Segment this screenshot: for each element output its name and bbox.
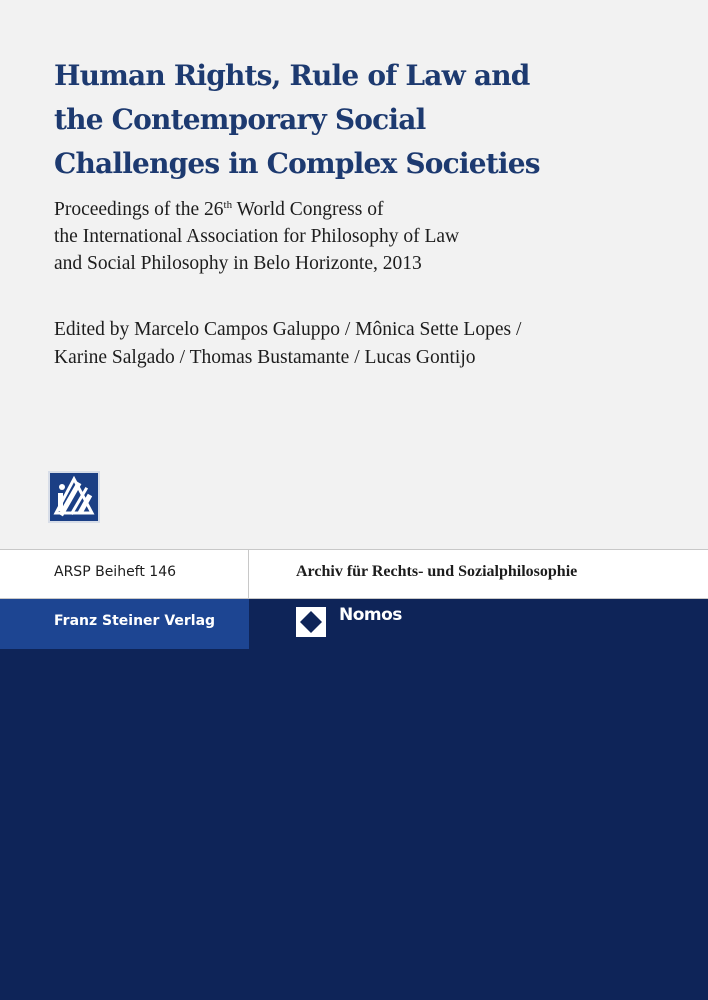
nomos-publisher-name: Nomos <box>339 605 402 625</box>
series-title: Archiv für Rechts- und Sozialphilosophie <box>296 563 578 580</box>
subtitle-text: Proceedings of the 26 <box>54 199 224 220</box>
subtitle-text: World Congress of <box>232 199 384 220</box>
book-editors <box>54 316 674 372</box>
nomos-logo-icon <box>296 607 326 637</box>
series-number-cell <box>0 550 249 598</box>
series-band <box>0 549 708 599</box>
subtitle-line <box>54 196 654 223</box>
steiner-publisher-name: Franz Steiner Verlag <box>54 613 216 629</box>
editors-line: Edited by Marcelo Campos Galuppo / Mônica Sette Lopes / <box>54 319 522 340</box>
ivr-logo-icon <box>48 471 100 523</box>
cover-bottom-panel <box>0 599 708 1000</box>
subtitle-line: and Social Philosophy in Belo Horizonte, 2013 <box>54 253 422 274</box>
book-title-line: the Contemporary Social <box>54 103 426 136</box>
subtitle-line: the International Association for Philosophy of Law <box>54 226 460 247</box>
series-number: ARSP Beiheft 146 <box>54 564 177 580</box>
steiner-publisher-box <box>0 599 249 649</box>
book-subtitle <box>54 196 654 277</box>
book-title-line: Challenges in Complex Societies <box>54 147 540 180</box>
ordinal-suffix: th <box>223 199 233 211</box>
book-title-line: Human Rights, Rule of Law and <box>54 59 530 92</box>
book-title <box>54 54 674 186</box>
editors-line: Karine Salgado / Thomas Bustamante / Lucas Gontijo <box>54 347 476 368</box>
